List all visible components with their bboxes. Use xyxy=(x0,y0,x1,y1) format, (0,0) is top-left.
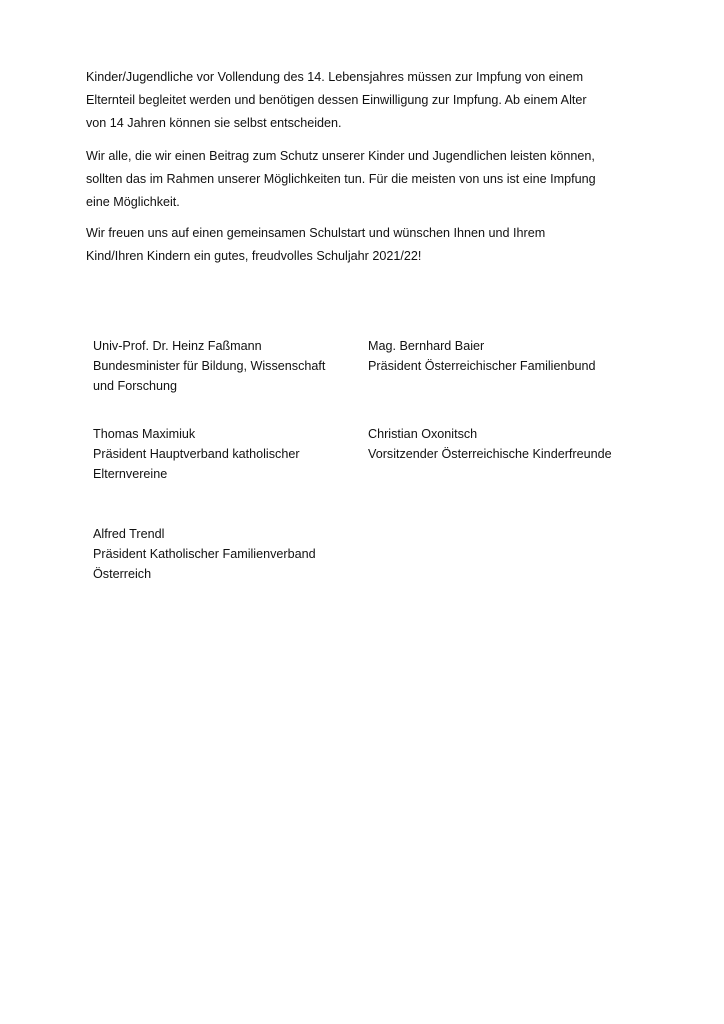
signatory-title: Präsident Österreichischer Familienbund xyxy=(368,359,596,373)
signatory-title: Bundesminister für Bildung, Wissenschaft xyxy=(93,359,326,373)
signatory-maximiuk xyxy=(93,424,363,484)
signatory-title: Vorsitzender Österreichische Kinderfreunde xyxy=(368,447,612,461)
paragraph-line: von 14 Jahren können sie selbst entscheiden. xyxy=(86,116,342,130)
signatory-name: Mag. Bernhard Baier xyxy=(368,339,485,353)
signatory-title: und Forschung xyxy=(93,379,178,393)
signatory-name: Alfred Trendl xyxy=(93,527,165,541)
paragraph-line: eine Möglichkeit. xyxy=(86,195,180,209)
signatory-name: Christian Oxonitsch xyxy=(368,427,478,441)
paragraph-protection-appeal xyxy=(86,145,646,214)
signatory-title: Elternvereine xyxy=(93,467,168,481)
signatory-title: Präsident Katholischer Familienverband xyxy=(93,547,316,561)
paragraph-line: Wir freuen uns auf einen gemeinsamen Schulstart und wünschen Ihnen und Ihrem xyxy=(86,226,546,240)
signatory-trendl xyxy=(93,524,363,584)
signatory-title: Präsident Hauptverband katholischer xyxy=(93,447,300,461)
signatory-name: Univ-Prof. Dr. Heinz Faßmann xyxy=(93,339,262,353)
paragraph-vaccination-consent xyxy=(86,66,646,135)
paragraph-line: Kind/Ihren Kindern ein gutes, freudvolles Schuljahr 2021/22! xyxy=(86,249,422,263)
signatory-name: Thomas Maximiuk xyxy=(93,427,196,441)
signatory-baier xyxy=(368,336,638,376)
signatory-title: Österreich xyxy=(93,567,152,581)
paragraph-school-year-wishes xyxy=(86,222,646,268)
signatory-fassmann xyxy=(93,336,363,396)
paragraph-line: sollten das im Rahmen unserer Möglichkeiten tun. Für die meisten von uns ist eine Impfung xyxy=(86,172,596,186)
paragraph-line: Elternteil begleitet werden und benötigen dessen Einwilligung zur Impfung. Ab einem Alter xyxy=(86,93,587,107)
paragraph-line: Wir alle, die wir einen Beitrag zum Schutz unserer Kinder und Jugendlichen leisten können, xyxy=(86,149,595,163)
paragraph-line: Kinder/Jugendliche vor Vollendung des 14. Lebensjahres müssen zur Impfung von einem xyxy=(86,70,584,84)
signatory-oxonitsch xyxy=(368,424,638,464)
